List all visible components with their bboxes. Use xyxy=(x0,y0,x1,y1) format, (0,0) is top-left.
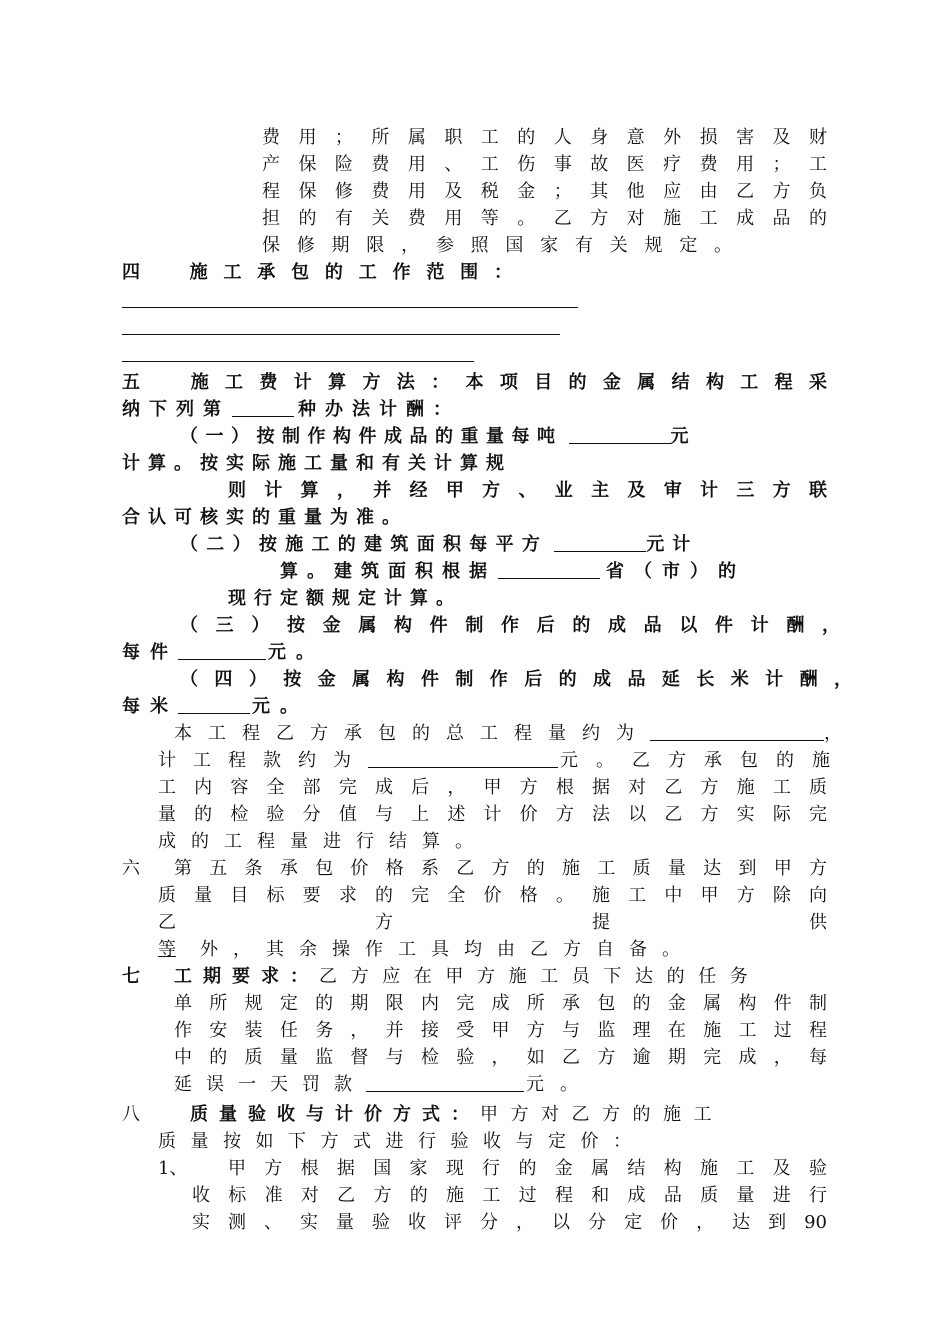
blank-field xyxy=(366,1071,524,1092)
section-7-number: 七 xyxy=(122,966,140,987)
text-span: 纳下列第 xyxy=(122,399,230,420)
text-line: 产保险费用、工伤事故医疗费用；工 xyxy=(262,154,827,175)
text-span: 每米 xyxy=(122,696,178,717)
text-span: （一）按制作构件成品的重量每吨 xyxy=(180,426,563,447)
method-3-line: （三）按金属构件制作后的成品以件计酬， xyxy=(180,615,840,636)
method-4-line: （四）按金属构件制作后的成品延长米计酬， xyxy=(180,669,852,690)
text-span: 甲方对乙方的施工 xyxy=(480,1104,724,1125)
text-line: 程保修费用及税金；其他应由乙方负 xyxy=(262,181,827,202)
text-span: 元计 xyxy=(646,534,699,555)
text-line xyxy=(174,720,864,747)
text-span: 延误一天罚款 xyxy=(174,1074,366,1095)
blank-field xyxy=(569,423,671,444)
blank-field xyxy=(178,693,250,714)
blank-field xyxy=(498,558,600,579)
text-span: 元。 xyxy=(526,1074,594,1095)
section-6-number: 六 xyxy=(122,858,140,879)
text-span: 种办法计酬： xyxy=(298,399,460,420)
text-line xyxy=(122,396,642,423)
fill-in-line xyxy=(122,334,560,335)
text-span: ， xyxy=(824,723,842,744)
method-2-line xyxy=(180,531,830,558)
text-line xyxy=(122,693,422,720)
text-line xyxy=(174,1071,634,1098)
text-line: 质量按如下方式进行验收与定价： xyxy=(158,1131,646,1152)
text-span: 乙方应在甲方施工员下达的任务 xyxy=(319,966,762,987)
text-line xyxy=(158,747,848,774)
text-line: 合认可核实的重量为准。 xyxy=(122,507,408,528)
text-line: 实测、实量验收评分，以分定价，达到90 xyxy=(192,1212,827,1233)
text-span: 等 xyxy=(158,939,176,960)
fill-in-line xyxy=(122,307,578,308)
text-line: 单所规定的期限内完成所承包的金属构件制 xyxy=(174,993,827,1014)
text-line: 收标准对乙方的施工过程和成品质量进行 xyxy=(192,1185,827,1206)
text-line: 中的质量监督与检验，如乙方逾期完成，每 xyxy=(174,1047,827,1068)
blank-field xyxy=(554,531,646,552)
text-span: 元。 xyxy=(252,696,308,717)
text-line: 甲方根据国家现行的金属结构施工及验 xyxy=(228,1158,827,1179)
text-line: 担的有关费用等。乙方对施工成品的 xyxy=(262,208,827,229)
text-line xyxy=(122,639,422,666)
text-line: 则计算，并经甲方、业主及审计三方联 xyxy=(228,480,827,501)
text-line xyxy=(174,963,829,990)
text-line: 成的工程量进行结算。 xyxy=(158,831,488,852)
section-4-heading: 四 施工承包的工作范围： xyxy=(122,262,512,283)
text-span: 本工程乙方承包的总工程量约为 xyxy=(174,723,650,744)
text-span: 算。建筑面积根据 xyxy=(280,561,496,582)
section-8-heading: 质量验收与计价方式： xyxy=(190,1104,480,1125)
text-line: 第五条承包价格系乙方的施工质量达到甲方 xyxy=(174,858,827,879)
method-1-line xyxy=(180,423,830,450)
item-1-number: 1、 xyxy=(158,1158,188,1179)
text-line xyxy=(158,936,758,963)
text-line: 计算。按实际施工量和有关计算规 xyxy=(122,453,512,474)
text-span: 元。 xyxy=(268,642,324,663)
blank-field xyxy=(176,936,200,963)
fill-in-line xyxy=(122,361,474,362)
text-span: 元 xyxy=(670,426,689,447)
text-line: 质量目标要求的完全价格。施工中甲方除向 xyxy=(158,885,827,906)
blank-field xyxy=(368,747,558,768)
text-span: 元。乙方承包的施 xyxy=(560,750,848,771)
text-line: 费用；所属职工的人身意外损害及财 xyxy=(262,127,827,148)
text-span: 每件 xyxy=(122,642,178,663)
text-span: 省（市）的 xyxy=(606,561,746,582)
text-span: 外，其余操作工具均由乙方自备。 xyxy=(200,939,695,960)
blank-field xyxy=(178,639,266,660)
section-7-heading: 工期要求： xyxy=(174,966,319,987)
text-line: 现行定额规定计算。 xyxy=(228,588,462,609)
text-line xyxy=(280,558,840,585)
section-8-number: 八 xyxy=(122,1104,140,1125)
blank-field xyxy=(650,720,824,741)
text-line xyxy=(190,1101,830,1128)
text-line: 乙方提供 xyxy=(158,912,827,933)
text-line: 量的检验分值与上述计价方法以乙方实际完 xyxy=(158,804,827,825)
text-line: 保修期限，参照国家有关规定。 xyxy=(262,235,732,256)
text-span: （二）按施工的建筑面积每平方 xyxy=(180,534,549,555)
section-5-heading: 五 施工费计算方法：本项目的金属结构工程采 xyxy=(122,372,827,393)
blank-field xyxy=(232,396,294,417)
text-line: 工内容全部完成后，甲方根据对乙方施工质 xyxy=(158,777,827,798)
text-span: 计工程款约为 xyxy=(158,750,368,771)
text-line: 作安装任务，并接受甲方与监理在施工过程 xyxy=(174,1020,827,1041)
